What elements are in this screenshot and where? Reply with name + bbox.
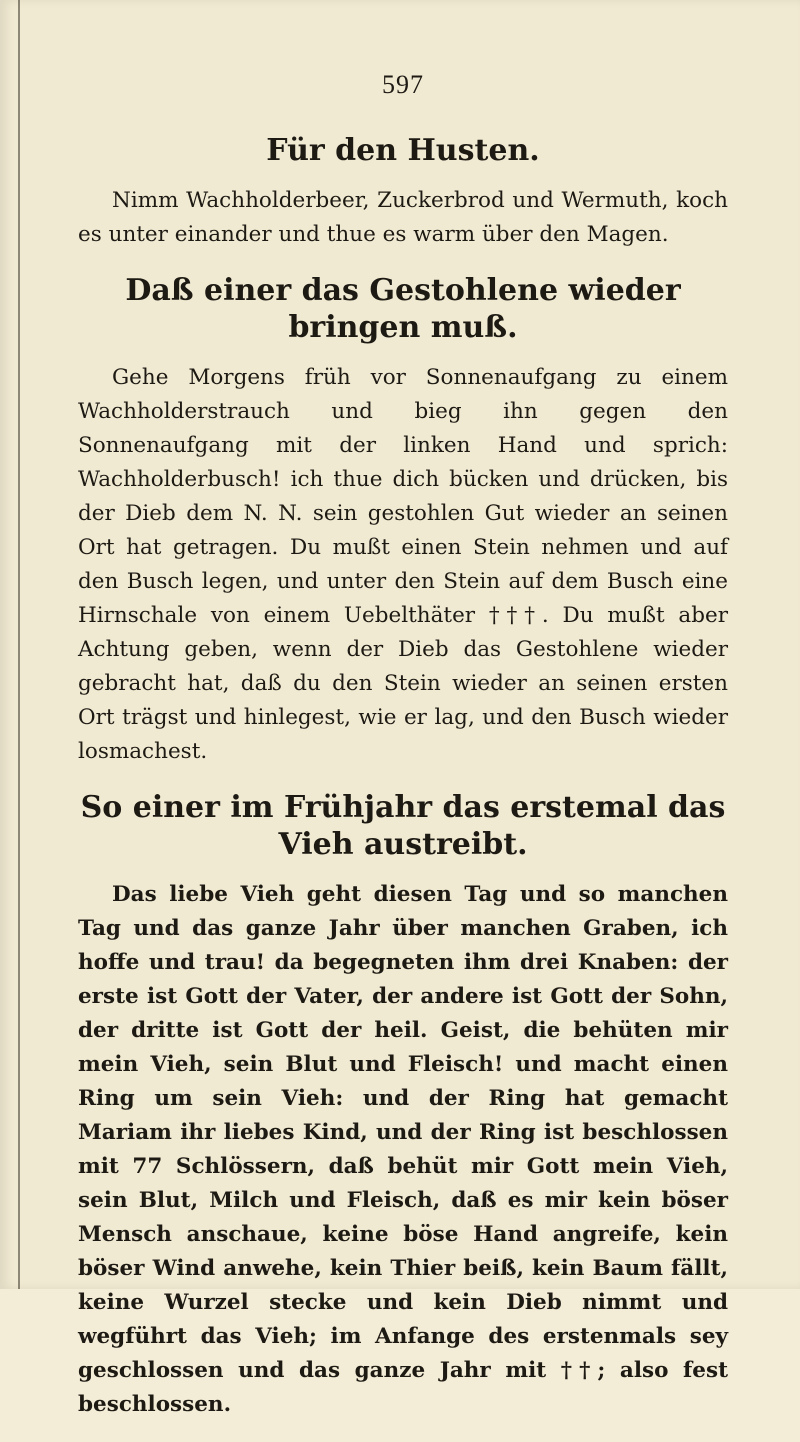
section-text-cough: Nimm Wachholderbeer, Zuckerbrod und Wermuth, koch es unter einander und thue es warm über den Magen. (78, 187, 728, 247)
book-spine-edge (18, 0, 20, 1289)
section-title-cough: Für den Husten. (266, 133, 540, 168)
section-title-stolen-goods: Daß einer das Gestohlene wieder bringen muß. (125, 272, 681, 345)
section-text-cattle: Das liebe Vieh geht diesen Tag und so manchen Tag und das ganze Jahr über manchen Graben, ich hoffe und trau! da begegneten ihm drei Knaben: der erste ist Gott der Vater, der andere ist Gott der Sohn, der dritte ist Gott der heil. Geist, die behüten mir mein Vieh, sein Blut und Fleisch! und macht einen Ring um sein Vieh: und der Ring hat gemacht Mariam ihr liebes Kind, und der Ring ist beschlossen mit 77 Schlössern, daß behüt mir Gott mein Vieh, sein Blut, Milch und Fleisch, daß es mir kein böser Mensch anschaue, keine böse Hand angreife, kein böser Wind anwehe, kein Thier beiß, kein Baum fällt, keine Wurzel stecke und kein Dieb nimmt und wegführt das Vieh; im Anfange des erstenmals sey geschlossen und das ganze Jahr mit ††; also fest beschlossen. (78, 881, 728, 1417)
page-number: 597 (382, 70, 424, 99)
page-content (78, 70, 728, 1442)
section-title-cattle: So einer im Frühjahr das erstemal das Vieh austreibt. (80, 789, 726, 862)
section-text-stolen-goods: Gehe Morgens früh vor Sonnenaufgang zu einem Wachholderstrauch und bieg ihn gegen den Sonnenaufgang mit der linken Hand und sprich: Wachholderbusch! ich thue dich bücken und drücken, bis der Dieb dem N. N. sein gestohlen Gut wieder an seinen Ort hat getragen. Du mußt einen Stein nehmen und auf den Busch legen, und unter den Stein auf dem Busch eine Hirnschale von einem Uebelthäter †††. Du mußt aber Achtung geben, wenn der Dieb das Gestohlene wieder gebracht hat, daß du den Stein wieder an seinen ersten Ort trägst und hinlegest, wie er lag, und den Busch wieder losmachest. (78, 364, 728, 764)
